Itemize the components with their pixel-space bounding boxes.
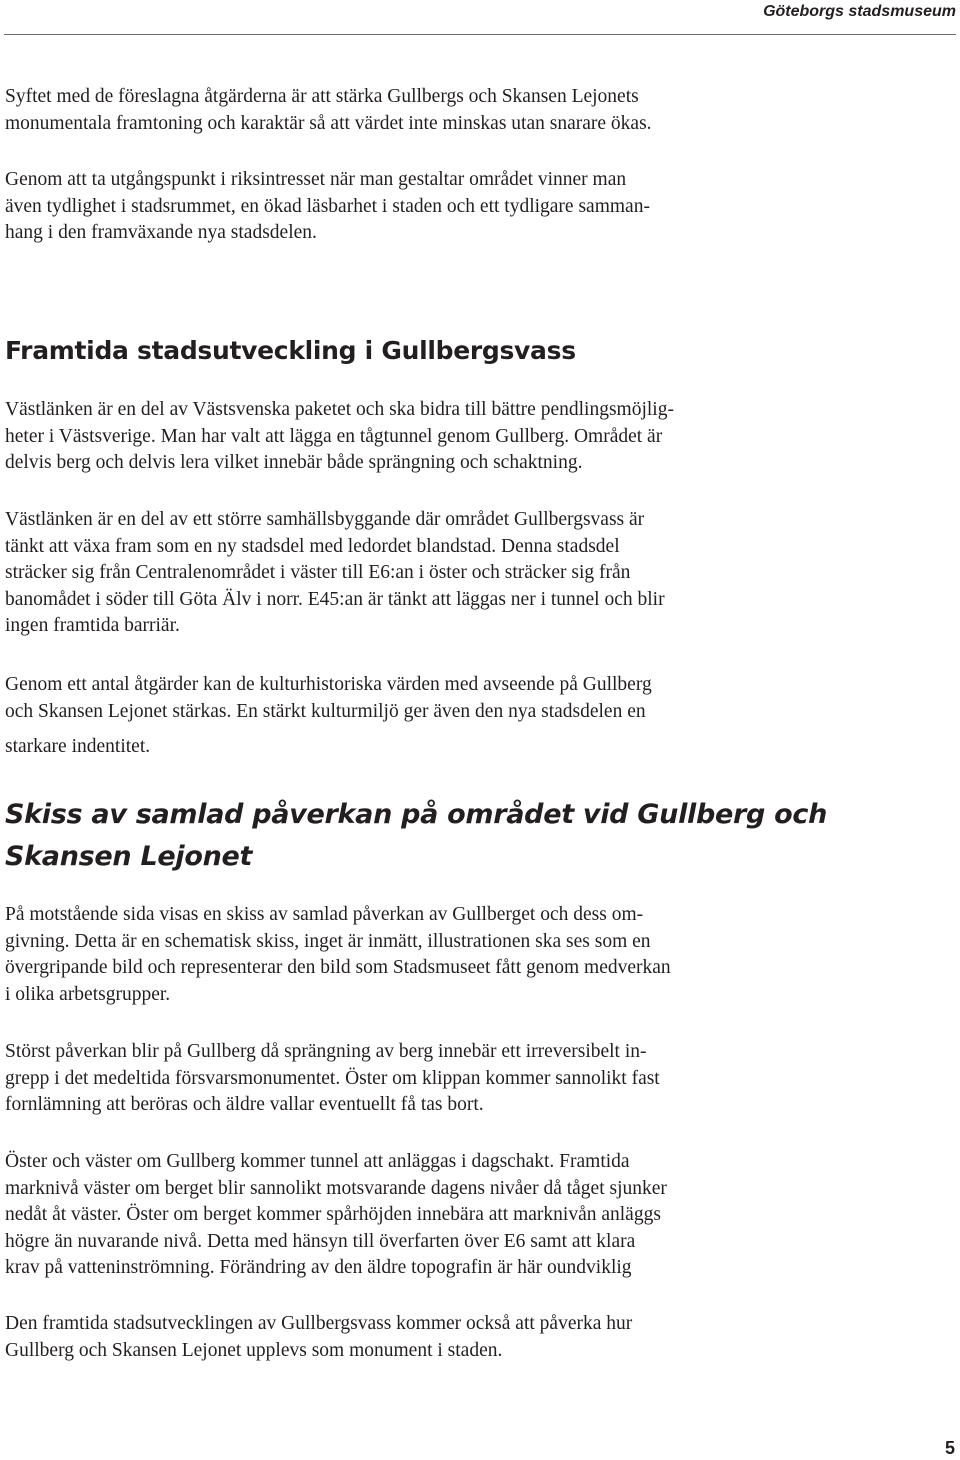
section2-paragraph-2 [5,1039,760,1119]
text-line: delvis berg och delvis lera vilket innebär både sprängning och schaktning. [5,452,583,473]
intro-paragraph-2 [5,167,760,247]
text-line: Västlänken är en del av ett större samhällsbyggande där området Gullbergsvass är [5,509,645,530]
heading-line: Skiss av samlad påverkan på området vid Gullberg och [5,799,828,830]
text-line: hang i den framväxande nya stadsdelen. [5,222,317,243]
text-line: ingen framtida barriär. [5,615,180,636]
section1-paragraph-3 [5,672,760,725]
text-line: Västlänken är en del av Västsvenska paketet och ska bidra till bättre pendlingsmöjlig- [5,399,674,420]
text-line: övergripande bild och representerar den bild som Stadsmuseet fått genom medverkan [5,957,671,978]
text-line: fornlämning att beröras och äldre vallar eventuellt få tas bort. [5,1094,484,1115]
section1-paragraph-2 [5,507,760,640]
text-line: monumentala framtoning och karaktär så att värdet inte minskas utan snarare ökas. [5,112,652,134]
text-line: tänkt att växa fram som en ny stadsdel med ledordet blandstad. Denna stadsdel [5,535,620,557]
intro-paragraph-1 [5,84,760,137]
page-number: 5 [944,1438,955,1458]
section2-paragraph-4 [5,1311,760,1364]
section2-paragraph-3 [5,1149,760,1282]
text-line: Den framtida stadsutvecklingen av Gullbergsvass kommer också att påverka hur [5,1313,633,1334]
text-line: krav på vatteninströmning. Förändring av den äldre topografin är här oundviklig [5,1257,632,1278]
text-line: Genom att ta utgångspunkt i riksintresset när man gestaltar området vinner man [5,169,627,190]
text-line: sträcker sig från Centralenområdet i väster till E6:an i öster och sträcker sig från [5,562,631,583]
text-line: givning. Detta är en schematisk skiss, inget är inmätt, illustrationen ska ses som en [5,930,651,952]
section1-paragraph-1 [5,397,760,477]
text-line: heter i Västsverige. Man har valt att lägga en tågtunnel genom Gullberg. Området är [5,425,663,447]
text-line: Gullberg och Skansen Lejonet upplevs som monument i staden. [5,1339,503,1361]
section1-paragraph-4 [5,734,760,761]
text-line: Störst påverkan blir på Gullberg då sprängning av berg innebär ett irreversibelt in- [5,1041,647,1062]
text-line: starkare indentitet. [5,736,151,757]
text-line: och Skansen Lejonet stärkas. En stärkt kulturmiljö ger även den nya stadsdelen en [5,700,646,722]
text-line: grepp i det medeltida försvarsmonumentet. Öster om klippan kommer sannolikt fast [5,1067,660,1089]
text-line: nedåt åt väster. Öster om berget kommer spårhöjden innebära att marknivån anläggs [5,1204,661,1225]
running-header: Göteborgs stadsmuseum [763,3,956,20]
header-rule [4,34,956,35]
section-heading-impact-sketch [5,794,827,878]
text-line: Syftet med de föreslagna åtgärderna är att stärka Gullbergs och Skansen Lejonets [5,86,639,107]
text-line: marknivå väster om berget blir sannolikt motsvarande dagens nivåer då tåget sjunker [5,1177,667,1199]
text-line: högre än nuvarande nivå. Detta med hänsyn till överfarten över E6 samt att klara [5,1230,636,1252]
text-line: Genom ett antal åtgärder kan de kulturhistoriska värden med avseende på Gullberg [5,674,652,695]
text-line: även tydlighet i stadsrummet, en ökad läsbarhet i staden och ett tydligare samman- [5,195,650,217]
text-line: På motstående sida visas en skiss av samlad påverkan av Gullberget och dess om- [5,904,644,925]
section2-paragraph-1 [5,902,760,1008]
section-heading-future-development: Framtida stadsutveckling i Gullbergsvass [5,336,576,365]
text-line: Öster och väster om Gullberg kommer tunnel att anläggas i dagschakt. Framtida [5,1151,630,1172]
heading-line: Skansen Lejonet [5,841,253,872]
text-line: banomådet i söder till Göta Älv i norr. E45:an är tänkt att läggas ner i tunnel och blir [5,588,665,610]
text-line: i olika arbetsgrupper. [5,983,171,1005]
